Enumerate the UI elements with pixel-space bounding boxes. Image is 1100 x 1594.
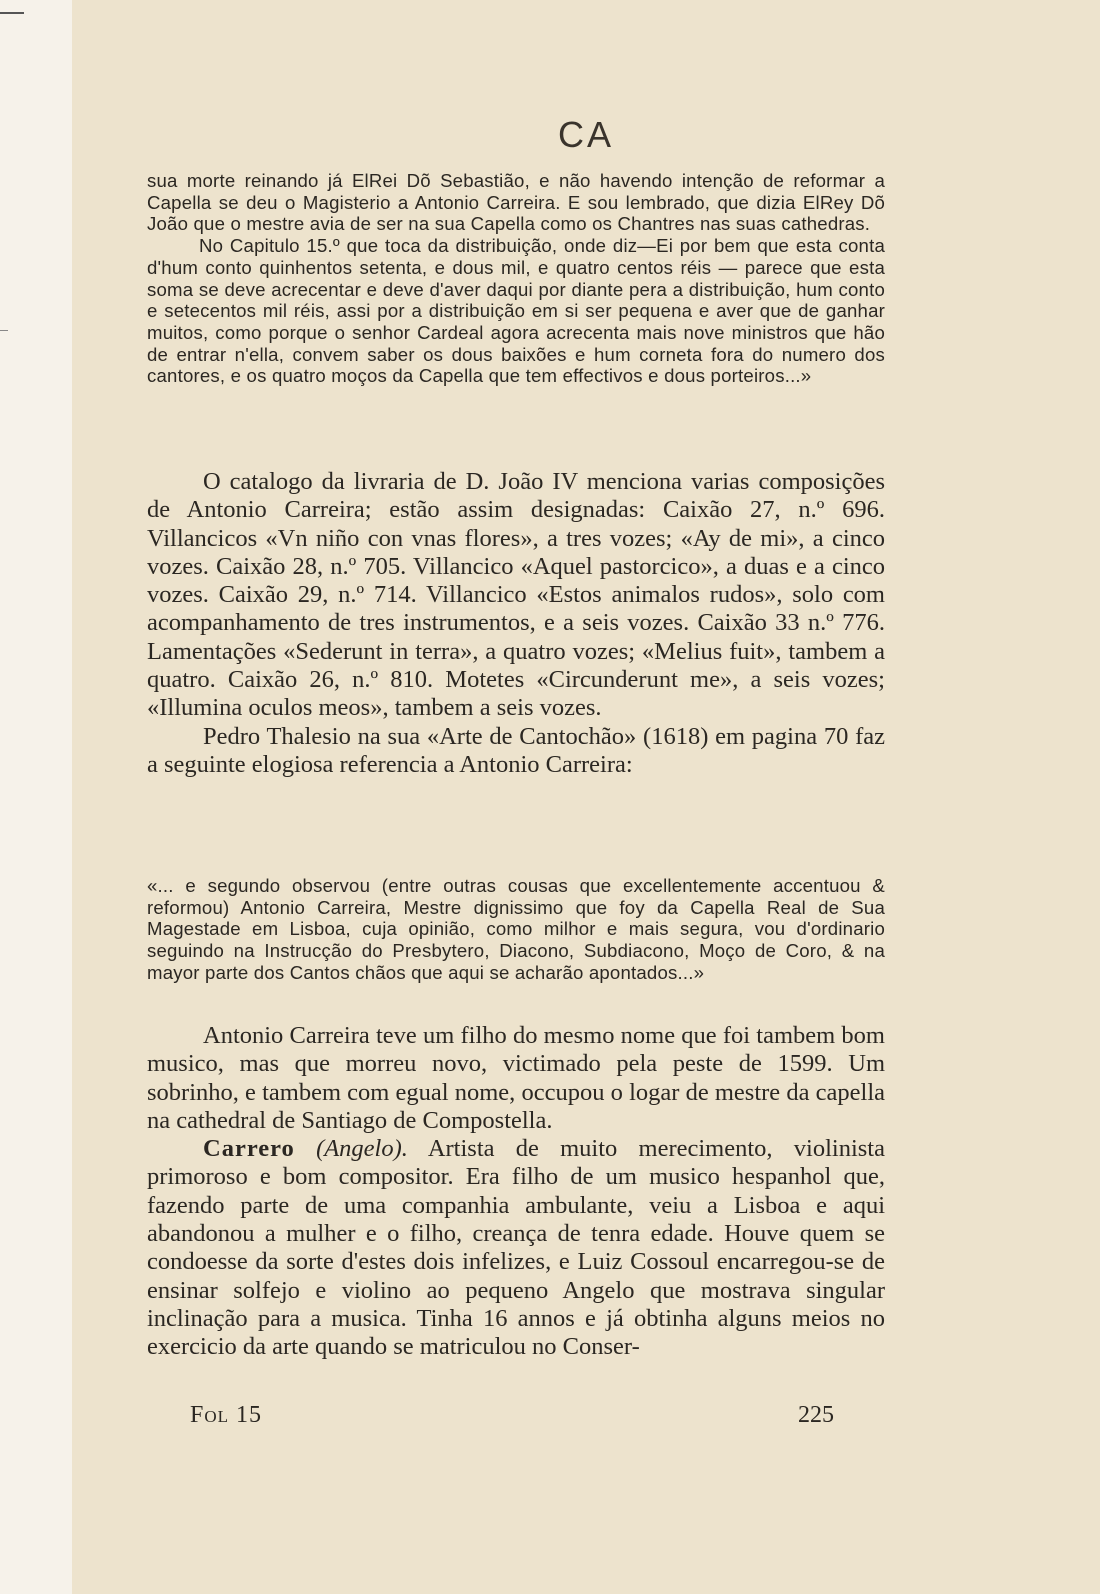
margin-mark: [0, 330, 8, 331]
body-block-carrero: [147, 1022, 885, 1362]
body-paragraph: O catalogo da livraria de D. João IV menciona varias composições de Antonio Carreira; estão assim designadas: Caixão 27, n.º 696. Villancicos «Vn niño con vnas flores», a tres vozes; «Ay de mi», a cinco vozes. Caixão 28, n.º 705. Villancico «Aquel pastorcico», a duas e a cinco vozes. Caixão 29, n.º 714. Villancico «Estos animalos rudos», solo com acompanhamento de tres instrumentos, e a seis vozes. Caixão 33 n.º 776. Lamentações «Sederunt in terra», a quatro vozes; «Melius fuit», tambem a quatro. Caixão 26, n.º 810. Motetes «Circunderunt me», a seis vozes; «Illumina oculos meos», tambem a seis vozes.: [147, 468, 885, 722]
signature-mark: Fol 15: [190, 1402, 263, 1428]
body-paragraph: Antonio Carreira teve um filho do mesmo nome que foi tambem bom musico, mas que morreu novo, victimado pela peste de 1599. Um sobrinho, e tambem com egual nome, occupou o logar de mestre da capella na cathedral de Santiago de Compostella.: [147, 1022, 885, 1134]
page-gutter: [0, 0, 72, 1594]
entry-name: Carrero: [203, 1135, 295, 1163]
quote-paragraph: «... e segundo observou (entre outras cousas que excellentemente accentuou & reformou) Antonio Carreira, Mestre dignissimo que foy da Capella Real de Sua Magestade em Lisboa, cuja opinião, como milhor e mais segura, vou d'ordinario seguindo na Instrucção do Presbytero, Diacono, Subdiacono, Moço de Coro, & na mayor parte dos Cantos chãos que aqui se acharão apontados...»: [147, 875, 885, 983]
quote-paragraph: sua morte reinando já ElRei Dõ Sebastião, e não havendo intenção de reformar a Capella se deu o Magisterio a Antonio Carreira. E sou lembrado, que dizia ElRey Dõ João que o mestre avia de ser na sua Capella como os Chantres nas suas cathedras.: [147, 170, 885, 235]
body-paragraph: Pedro Thalesio na sua «Arte de Cantochão» (1618) em pagina 70 faz a seguinte elogiosa referencia a Antonio Carreira:: [147, 722, 885, 778]
running-header: CA: [557, 114, 614, 155]
body-block-catalogo: [147, 468, 885, 779]
quote-paragraph: No Capitulo 15.º que toca da distribuição, onde diz—Ei por bem que esta conta d'hum conto quinhentos setenta, e dous mil, e quatro centos réis — parece que esta soma se deve acrecentar e deve d'aver daqui por diante pera a distribuição, hum conto e setecentos mil réis, assi por a distribuição em si ser pequena e aver que de ganhar muitos, como porque o senhor Cardeal agora acrecenta mais nove ministros que hão de entrar n'ella, convem saber os dous baixões e hum corneta fora do numero dos cantores, e os quatro moços da Capella que tem effectivos e dous porteiros...»: [147, 235, 885, 387]
quote-block-capitulo: [147, 170, 885, 387]
margin-mark: [0, 12, 24, 14]
dictionary-entry: [147, 1135, 885, 1361]
entry-text: Artista de muito merecimento, violinista primoroso e bom compositor. Era filho de um musico hespanhol que, fazendo parte de uma companhia ambulante, veiu a Lisboa e aqui abandonou a mulher e o filho, creança de tenra edade. Houve quem se condoesse da sorte d'estes dois infelizes, e Luiz Cossoul encarregou-se de ensinar solfejo e violino ao pequeno Angelo que mostrava singular inclinação para a musica. Tinha 16 annos e já obtinha alguns meios no exercicio da arte quando se matriculou no Conser-: [147, 1135, 885, 1361]
quote-block-thalesio: [147, 875, 885, 984]
entry-given-name: (Angelo).: [316, 1135, 408, 1163]
page-number: 225: [798, 1402, 834, 1428]
